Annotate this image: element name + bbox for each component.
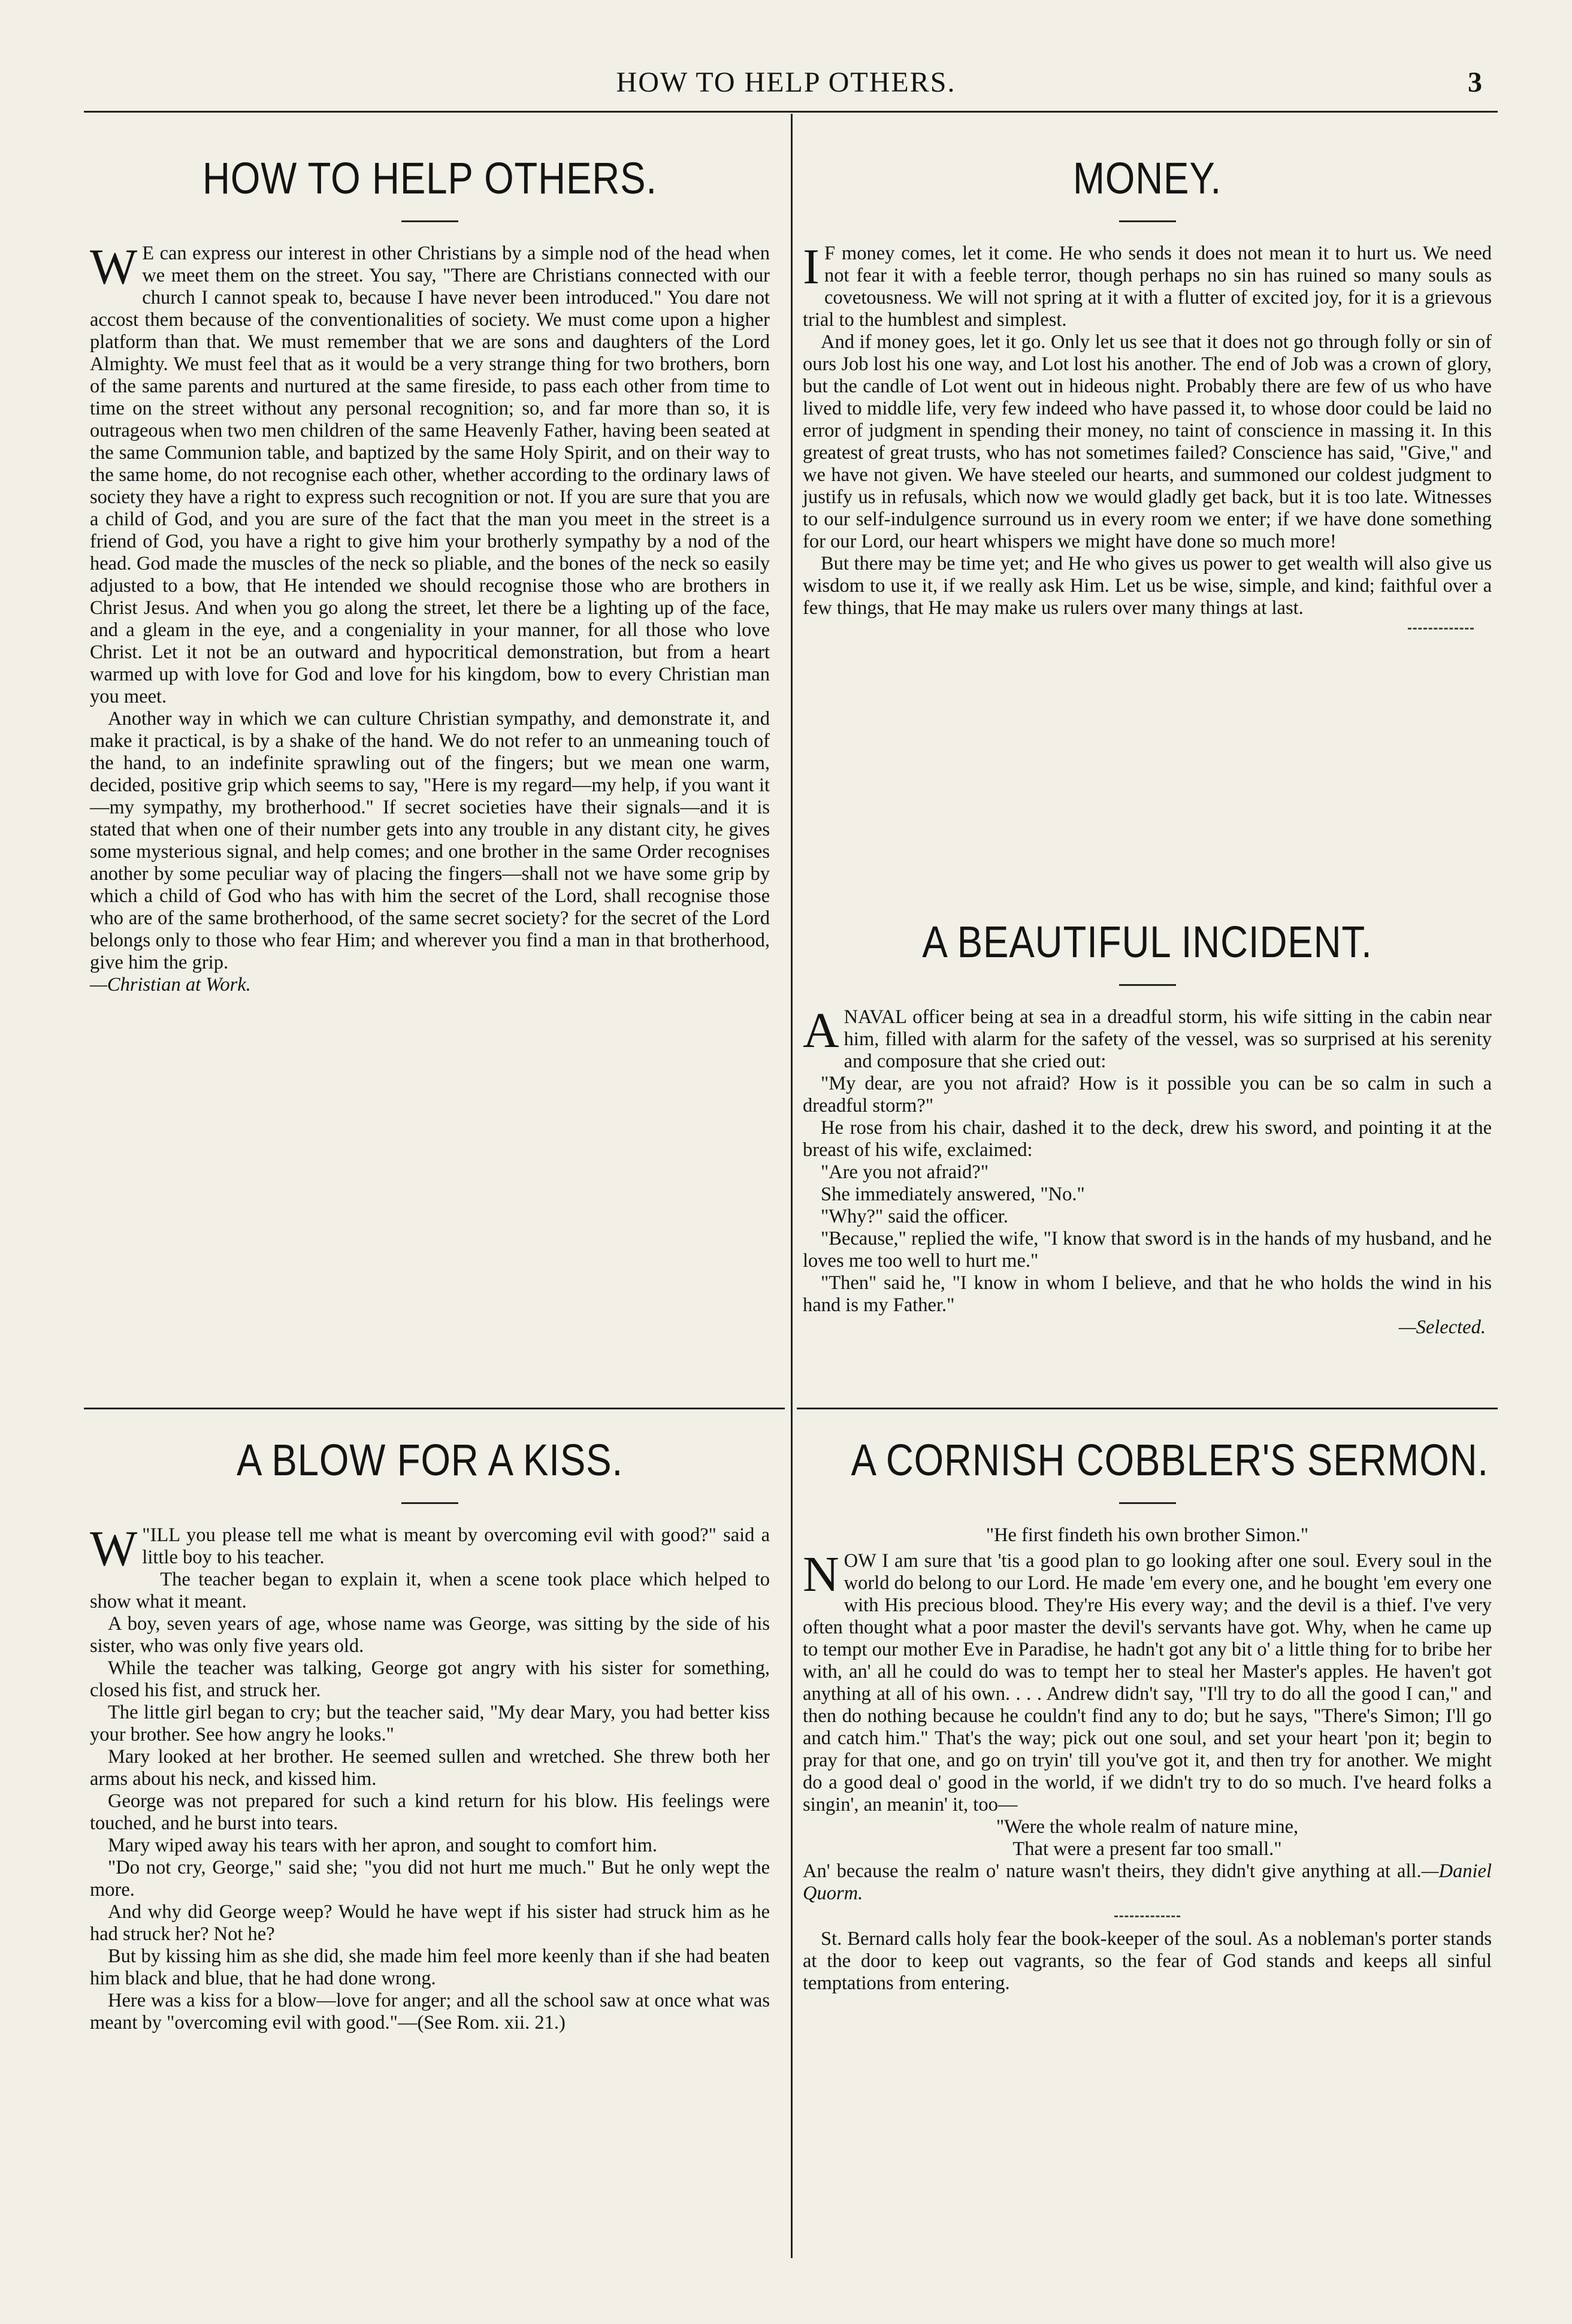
paragraph: He rose from his chair, dashed it to the deck, drew his sword, and pointing it at the breast of his wife, exclaimed: [803,1117,1492,1161]
paragraph: "Are you not afraid?" [821,1161,989,1183]
title-rule [1119,220,1176,222]
paragraph: Another way in which we can culture Christian sympathy, and demonstrate it, and make it practical, is by a shake of the hand. We do not refer to an unmeaning touch of the hand, to an indefinite sprawling out of the fingers; but we mean one warm, decided, positive grip which seems to say, "Here is my regard—my help, if you want it—my sympathy, my brotherhood." If secret societies have their signals—and it is stated that when one of their number gets into any trouble in any distant city, he gives some mysterious signal, and help comes; and one brother in the same Order recognises another by some peculiar way of placing the fingers—shall not we have some grip by which a child of God who has with him the secret of the Lord, shall recognise those who are of the same brotherhood, of the same secret society? for the secret of the Lord belongs only to those who fear Him; and wherever you find a man in that brotherhood, give him the grip. [90,708,770,973]
paragraph: An' because the realm o' nature wasn't theirs, they didn't give anything at all.—Daniel Quorm. [803,1860,1492,1904]
article-how-to-help-others [90,153,770,996]
paragraph: "Do not cry, George," said she; "you did not hurt me much." But he only wept the more. [90,1857,770,1901]
paragraph: "My dear, are you not afraid? How is it possible you can be so calm in such a dreadful storm?" [803,1073,1492,1116]
paragraph: NOW I am sure that 'tis a good plan to go looking after one soul. Every soul in the world do belong to our Lord. He made 'em every one, and he bought 'em every one with His precious blood. They're His every way; and the devil is a thief. I've very often thought what a poor master the devil's servants have got. Why, when he came up to tempt our mother Eve in Paradise, he hadn't got any bit o' a little thing for to bribe her with, an' all he could do was to tempt her to steal her Master's apples. He haven't got anything at all of his own. . . . Andrew didn't say, "I'll try to do all the good I can," and then do nothing because he couldn't find any to do; but he says, "There's Simon; I'll go and catch him." That's the way; pick out one soul, and set your heart 'pon it; begin to pray for that one, and go on tryin' till you've got it, and then try for another. We might do a good deal o' good in the world, if we didn't try to do so much. I've heard folks a singin', an meanin' it, too— [803,1547,1492,1815]
source-credit: —Daniel Quorm. [803,1860,1492,1904]
article-title: A BLOW FOR A KISS. [236,1435,623,1485]
drop-cap: W [90,239,138,295]
page-number: 3 [1468,66,1482,98]
article-title: MONEY. [1072,153,1222,203]
article-body [90,1521,770,2034]
drop-cap: W [90,1521,138,1576]
running-header [0,66,1572,102]
paragraph: But by kissing him as she did, she made him feel more keenly than if she had beaten him black and blue, that he had done wrong. [90,1945,770,1989]
paragraph: But there may be time yet; and He who gives us power to get wealth will also give us wisdom to use it, if we really ask Him. Let us be wise, simple, and kind; faithful over a few things, that He may make us rulers over many things at last. [803,553,1492,619]
section-rule [84,1408,785,1409]
running-title: HOW TO HELP OTHERS. [616,66,956,98]
paragraph: A boy, seven years of age, whose name was George, was sitting by the side of his sister, who was only five years old. [90,1613,770,1657]
paragraph: "Because," replied the wife, "I know that sword is in the hands of my husband, and he loves me too well to hurt me." [803,1228,1492,1272]
dashed-separator [1408,628,1474,630]
paragraph: St. Bernard calls holy fear the book-keeper of the soul. As a nobleman's porter stands at the door to keep out vagrants, so the fear of God stands and keeps all sinful temptations from entering. [803,1928,1492,1994]
article-body [803,1003,1492,1339]
title-rule [1119,1502,1176,1504]
paragraph: And if money goes, let it go. Only let us see that it does not go through folly or sin of ours Job lost his one way, and Lot lost his another. The end of Job was a crown of glory, but the candle of Lot went out in hideous night. Probably there are few of us who have lived to middle life, very few indeed who have passed it, to whose door could be laid no error of judgment in spending their money, no taint of conscience in massing it. In this greatest of great trusts, who has not sometimes failed? Conscience has said, "Give," and we have not given. We have steeled our hearts, and summoned our coldest judgment to justify us in refusals, which now we would gladly get back, but it is too late. Witnesses to our self-indulgence surround us in every room we enter; if we have done something for our Lord, our heart whispers we might have done so much more! [803,331,1492,552]
paragraph: Mary wiped away his tears with her apron, and sought to comfort him. [108,1835,658,1856]
title-rule [1119,984,1176,986]
article-body [90,239,770,996]
section-rule [797,1408,1498,1409]
paragraph: And why did George weep? Would he have wept if his sister had struck him as he had struck her? Not he? [90,1901,770,1945]
article-title: A BEAUTIFUL INCIDENT. [922,917,1373,967]
paragraph: I F money comes, let it come. He who sends it does not mean it to hurt us. We need not fear it with a feeble terror, though perhaps no sin has ruined so many souls as covetousness. We will not spring at it with a flutter of excited joy, for it is a grievous trial to the humblest and simplest. [803,239,1492,331]
paragraph: W E can express our interest in other Christians by a simple nod of the head when we meet them on the street. You say, "There are Christians connected with our church I cannot speak to, because I have never been introduced." You dare not accost them because of the conventionalities of society. We must come upon a higher platform than that. We must remember that we are sons and daughters of the Lord Almighty. We must feel that as it would be a very strange thing for two brothers, born of the same parents and nurtured at the same fireside, to pass each other from time to time on the street without any personal recognition; so, and far more than so, it is outrageous when two men children of the same Heavenly Father, having been seated at the same Communion table, and baptized by the same Holy Spirit, and on their way to the same home, do not recognise each other, whether according to the ordinary laws of society they have a right to express such recognition or not. If you are sure that you are a child of God, and you are sure of the fact that the man you meet in the street is a friend of God, you have a right to give him your brotherly sympathy by a nod of the head. God made the muscles of the neck so pliable, and the bones of the neck so easily adjusted to a bow, that He intended we should recognise those who are brothers in Christ Jesus. And when you go along the street, let there be a lighting up of the face, and a gleam in the eye, and a congeniality in your manner, for all those who love Christ. Let it not be an outward and hypocritical demonstration, but from a heart warmed up with love for God and love for his kingdom, bow to every Christian man you meet. [90,239,770,707]
verse-line: "Were the whole realm of nature mine, [996,1816,1299,1838]
paragraph: Mary looked at her brother. He seemed sullen and wretched. She threw both her arms about his neck, and kissed him. [90,1746,770,1790]
verse-line: That were a present far too small." [1012,1838,1282,1860]
paragraph: " W ILL you please tell me what is meant by overcoming evil with good?" said a little boy to his teacher. [90,1521,770,1576]
dashed-separator [1114,1916,1180,1917]
header-rule [84,111,1498,113]
article-title: HOW TO HELP OTHERS. [202,153,657,203]
paragraph: "Why?" said the officer. [821,1206,1008,1227]
article-title: A CORNISH COBBLER'S SERMON. [851,1435,1489,1485]
filler-paragraph [803,1928,1492,1995]
article-a-blow-for-a-kiss [90,1435,770,2034]
article-cornish-cobblers-sermon [803,1435,1492,1995]
drop-cap: A [803,1003,839,1058]
drop-cap: I [803,239,820,295]
paragraph: "Then" said he, "I know in whom I believe, and that he who holds the wind in his hand is my Father." [803,1272,1492,1316]
article-body [803,239,1492,619]
paragraph: George was not prepared for such a kind return for his blow. His feelings were touched, and he burst into tears. [90,1790,770,1834]
paragraph: ANAVAL officer being at sea in a dreadful storm, his wife sitting in the cabin near him, filled with alarm for the safety of the vessel, was so surprised at his serenity and composure that she cried out: [803,1003,1492,1072]
title-rule [401,1502,458,1504]
column-divider [791,114,793,2258]
paragraph: Here was a kiss for a blow—love for anger; and all the school saw at once what was meant by "overcoming evil with good."—(See Rom. xii. 21.) [90,1990,770,2034]
paragraph: While the teacher was talking, George got angry with his sister for something, closed his fist, and struck her. [90,1657,770,1701]
source-credit: —Christian at Work. [90,974,251,995]
epigraph: "He first findeth his own brother Simon." [985,1524,1309,1546]
article-body [803,1547,1492,1905]
article-a-beautiful-incident [803,916,1492,1339]
paragraph: The little girl began to cry; but the teacher said, "My dear Mary, you had better kiss your brother. See how angry he looks." [90,1702,770,1745]
drop-cap: N [803,1547,839,1602]
paragraph: The teacher began to explain it, when a scene took place which helped to show what it meant. [90,1569,770,1612]
title-rule [401,220,458,222]
source-credit: —Selected. [1398,1317,1486,1338]
paragraph: She immediately answered, "No." [821,1184,1085,1205]
article-money [803,153,1492,638]
